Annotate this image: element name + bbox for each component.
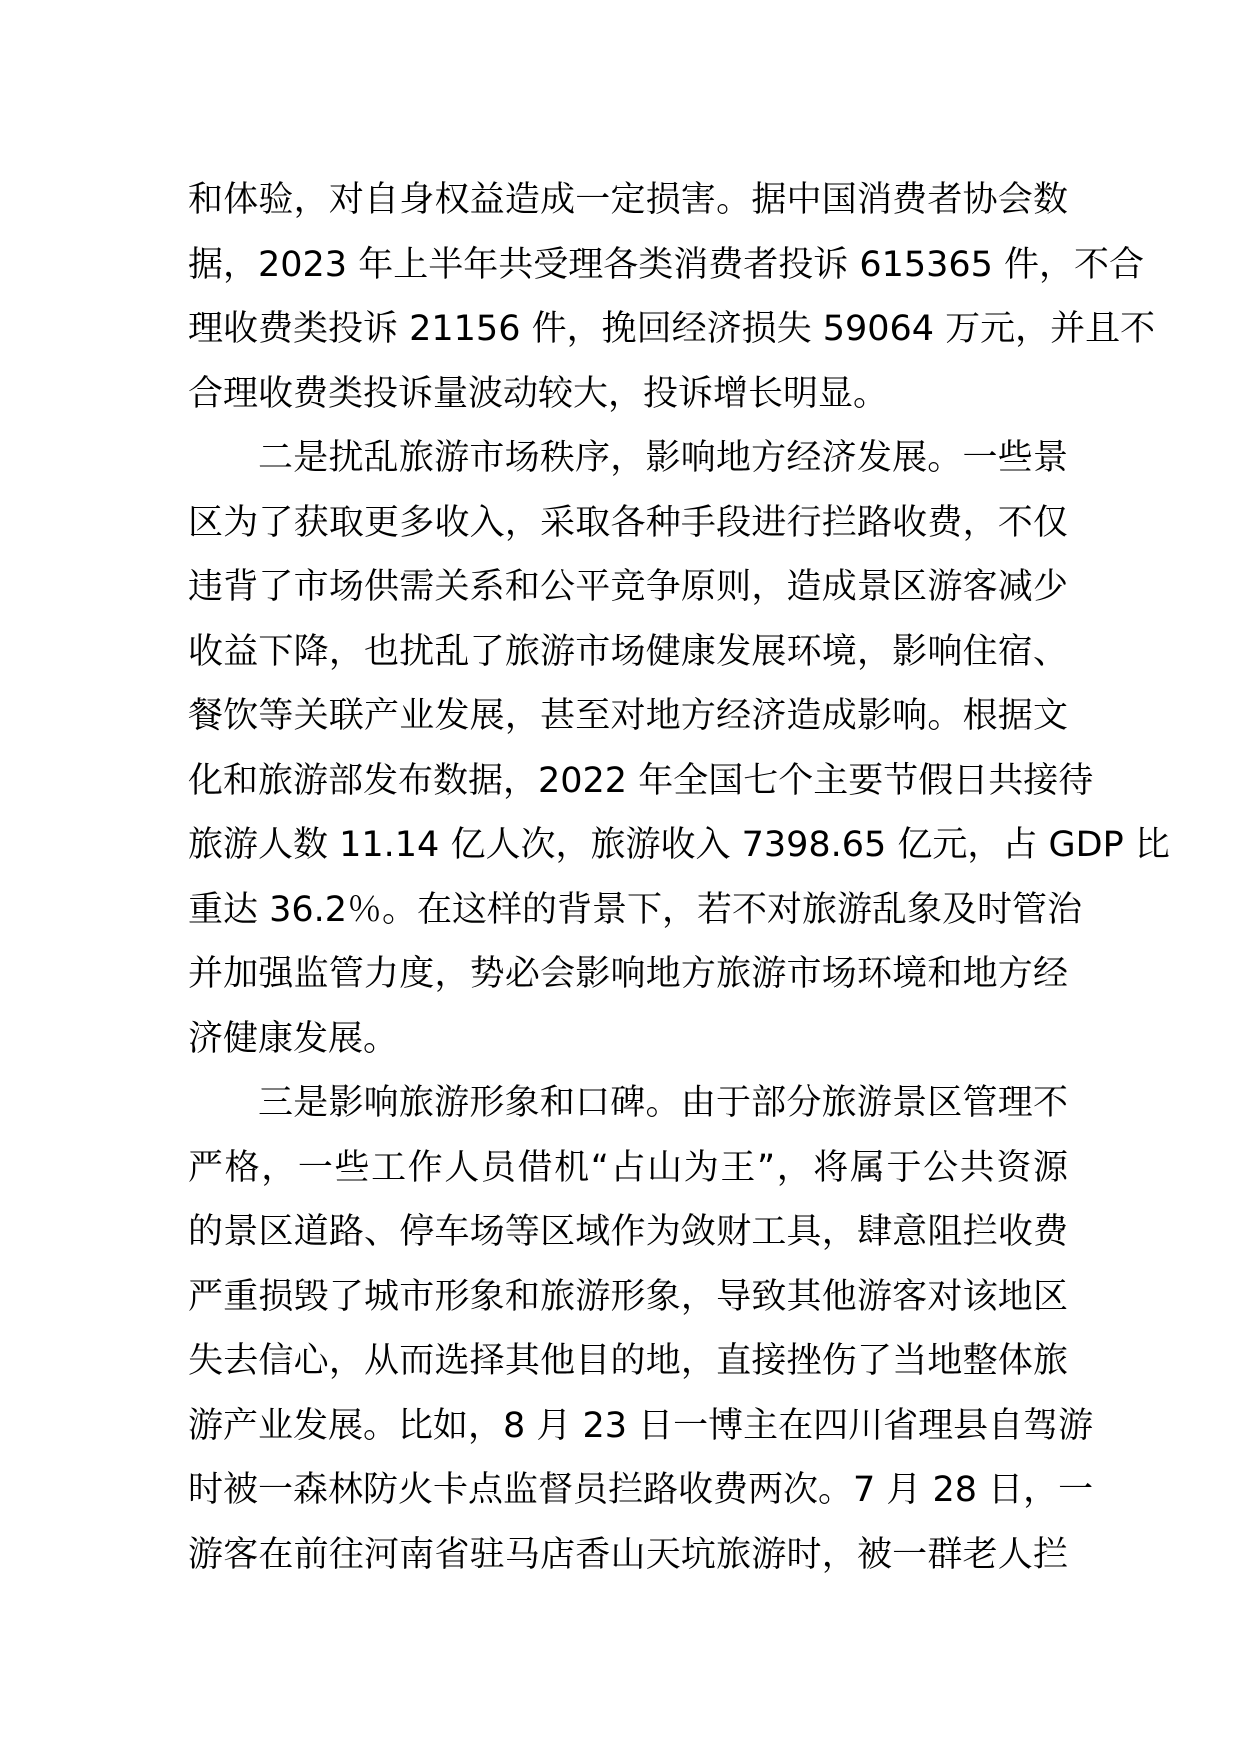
text-line: 游客在前往河南省驻马店香山天坑旅游时，被一群老人拦 xyxy=(188,1534,1068,1575)
text-line: 和体验，对自身权益造成一定损害。据中国消费者协会数 xyxy=(188,180,1068,220)
paragraph-3 xyxy=(188,1071,1094,1587)
text-line: 济健康发展。 xyxy=(188,1018,399,1059)
text-line: 的景区道路、停车场等区域作为敛财工具，肆意阻拦收费 xyxy=(188,1212,1068,1252)
text-line: 合理收费类投诉量波动较大，投诉增长明显。 xyxy=(188,373,889,414)
text-line: 违背了市场供需关系和公平竞争原则，造成景区游客减少 xyxy=(188,567,1068,607)
text-line: 收益下降，也扰乱了旅游市场健康发展环境，影响住宿、 xyxy=(188,631,1068,672)
text-line: 餐饮等关联产业发展，甚至对地方经济造成影响。根据文 xyxy=(188,696,1068,736)
text-line: 并加强监管力度，势必会影响地方旅游市场环境和地方经 xyxy=(188,954,1068,994)
text-line: 据，2023 年上半年共受理各类消费者投诉 615365 件，不合 xyxy=(188,244,1145,285)
text-line: 严格，一些工作人员借机“占山为王”，将属于公共资源 xyxy=(188,1147,1068,1188)
text-line: 二是扰乱旅游市场秩序，影响地方经济发展。一些景 xyxy=(258,438,1068,478)
body-text xyxy=(188,168,1170,1587)
text-line: 区为了获取更多收入，采取各种手段进行拦路收费，不仅 xyxy=(188,502,1068,543)
text-line: 失去信心，从而选择其他目的地，直接挫伤了当地整体旅 xyxy=(188,1341,1068,1381)
paragraph-1 xyxy=(188,168,1156,426)
text-line: 时被一森林防火卡点监督员拦路收费两次。7 月 28 日，一 xyxy=(188,1470,1094,1510)
paragraph-2 xyxy=(188,426,1170,1071)
text-line: 理收费类投诉 21156 件，挽回经济损失 59064 万元，并且不 xyxy=(188,309,1156,349)
text-line: 化和旅游部发布数据，2022 年全国七个主要节假日共接待 xyxy=(188,760,1094,801)
text-line: 三是影响旅游形象和口碑。由于部分旅游景区管理不 xyxy=(258,1083,1068,1123)
text-line: 游产业发展。比如，8 月 23 日一博主在四川省理县自驾游 xyxy=(188,1405,1094,1446)
text-line: 严重损毁了城市形象和旅游形象，导致其他游客对该地区 xyxy=(188,1276,1068,1317)
text-line: 重达 36.2％。在这样的背景下，若不对旅游乱象及时管治 xyxy=(188,889,1083,930)
text-line: 旅游人数 11.14 亿人次，旅游收入 7398.65 亿元，占 GDP 比 xyxy=(188,825,1170,865)
